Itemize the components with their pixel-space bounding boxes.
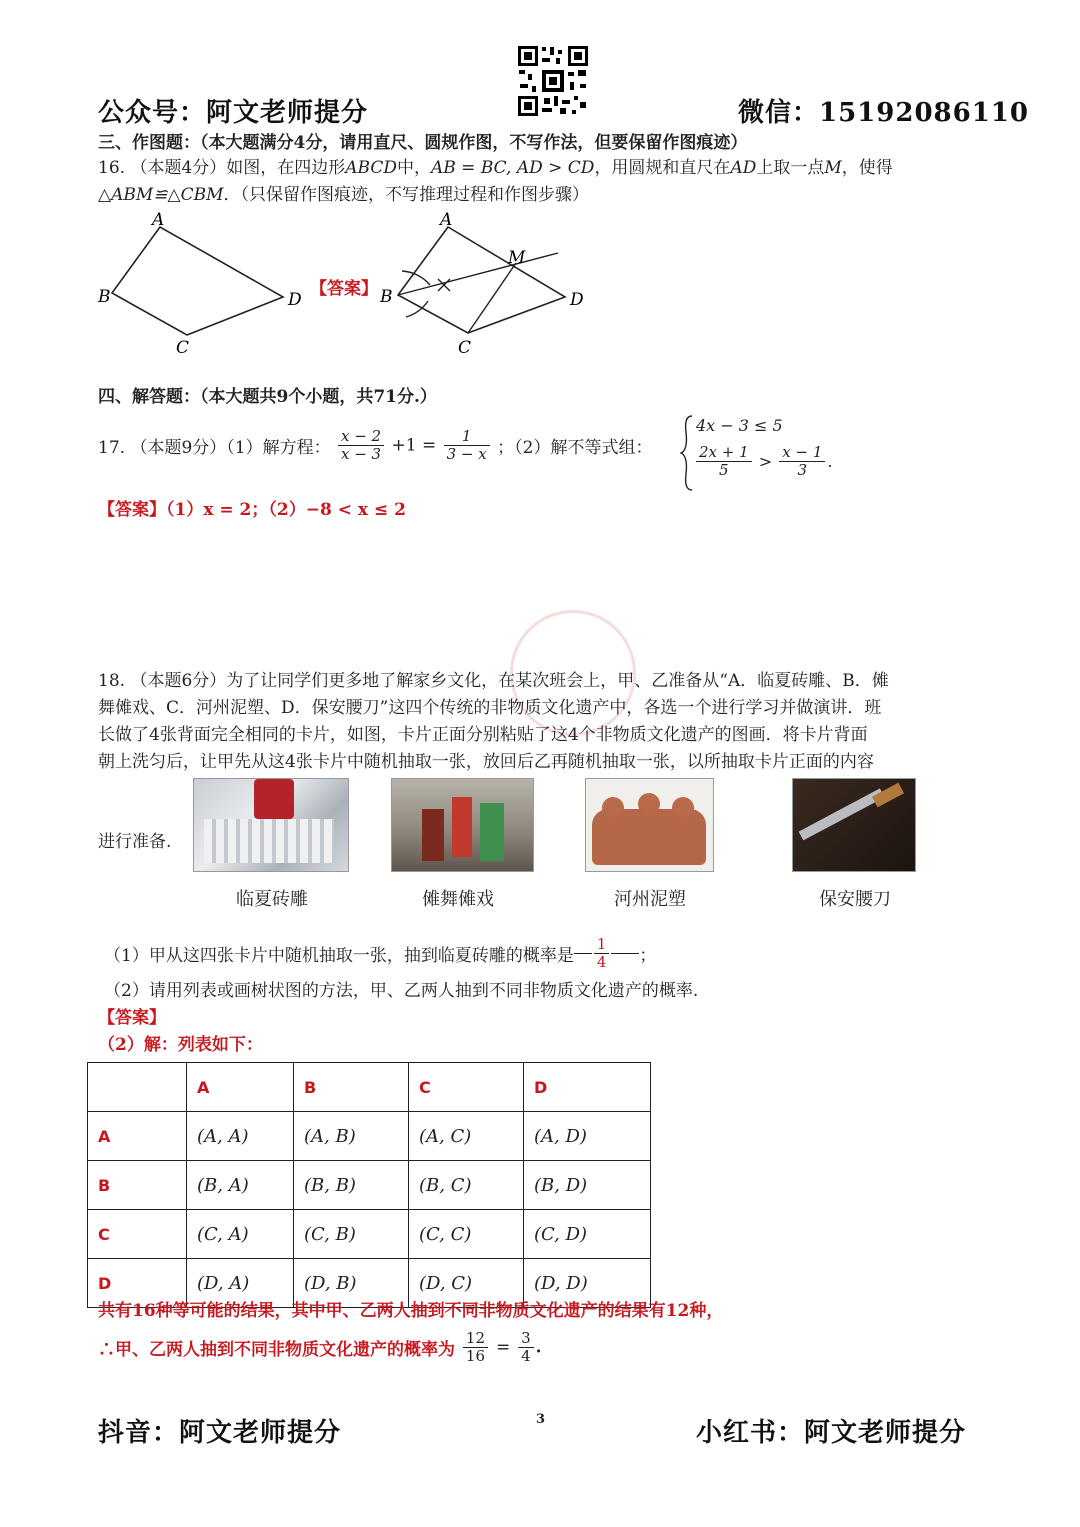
q18-result2: ∴甲、乙两人抽到不同非物质文化遗产的概率为 $\frac{12}{16}$ = $\frac{3}{4}$ . <box>98 1329 542 1365</box>
q18-line2: 舞傩戏、C．河州泥塑、D．保安腰刀”这四个传统的非物质文化遗产中，各选一个进行学习并做演讲．班 <box>98 698 882 718</box>
q18-line5: 进行准备. <box>98 832 172 852</box>
q18-line3: 长做了4张背面完全相同的卡片，如图，卡片正面分别粘贴了这4个非物质文化遗产的图画．将卡片背面 <box>98 725 868 745</box>
table-cell: (B, A) <box>187 1161 294 1210</box>
q18-sub2: （2）请用列表或画树状图的方法，甲、乙两人抽到不同非物质文化遗产的概率. <box>104 981 699 1001</box>
table-cell: (B, D) <box>524 1161 651 1210</box>
table-cell: (D, B) <box>294 1259 409 1308</box>
table-cell: (A, B) <box>294 1112 409 1161</box>
header-left: 公众号：阿文老师提分 <box>98 98 369 128</box>
table-row <box>88 1210 651 1259</box>
table-row <box>88 1161 651 1210</box>
q16-answer-figure <box>370 205 600 360</box>
table-row-header: D <box>88 1259 187 1308</box>
q18-result1: 共有16种等可能的结果，其中甲、乙两人抽到不同非物质文化遗产的结果有12种， <box>98 1301 724 1321</box>
section3-title: 三、作图题：（本大题满分4分，请用直尺、圆规作图，不写作法，但要保留作图痕迹） <box>98 133 748 153</box>
q16-answer-tag: 【答案】 <box>310 279 378 299</box>
table-cell: (D, C) <box>409 1259 524 1308</box>
q18-line4: 朝上洗匀后，让甲先从这4张卡片中随机抽取一张，放回后乙再随机抽取一张，以所抽取卡片正面的内容 <box>98 752 874 772</box>
svg-text:C: C <box>458 338 472 358</box>
q16-line2: △ABM≌△CBM．（只保留作图痕迹，不写推理过程和作图步骤） <box>98 185 589 205</box>
table-header-c: C <box>409 1063 524 1112</box>
table-row-header: C <box>88 1210 187 1259</box>
table-header-a: A <box>187 1063 294 1112</box>
card-image-bonan-knife <box>792 778 916 872</box>
outcome-table <box>87 1062 651 1308</box>
q17-answer: 【答案】（1）x = 2；（2）−8 < x ≤ 2 <box>98 500 406 520</box>
q16-line1: 16. （本题4分）如图，在四边形ABCD中，AB = BC, AD > CD，用圆规和直尺在AD上取一点M，使得 <box>98 158 893 178</box>
table-header-b: B <box>294 1063 409 1112</box>
footer-right: 小红书：阿文老师提分 <box>696 1418 967 1448</box>
table-cell: (B, C) <box>409 1161 524 1210</box>
table-row <box>88 1063 651 1112</box>
table-cell: (B, B) <box>294 1161 409 1210</box>
footer-left: 抖音：阿文老师提分 <box>98 1418 342 1448</box>
card-label-d: 保安腰刀 <box>819 889 891 910</box>
q18-answer-tag: 【答案】 <box>98 1008 166 1028</box>
table-cell: (D, A) <box>187 1259 294 1308</box>
card-image-nuo-opera <box>391 778 534 872</box>
qr-code-icon[interactable] <box>516 44 590 118</box>
card-label-c: 河州泥塑 <box>614 889 686 910</box>
table-header-d: D <box>524 1063 651 1112</box>
page-number: 3 <box>536 1412 546 1427</box>
q17-line: 17. （本题9分）（1）解方程： $\frac{x - 2}{x - 3}$ +1 = $\frac{1}{3 - x}$ ；（2）解不等式组： <box>98 427 653 463</box>
svg-text:B: B <box>380 287 393 307</box>
fig-label-c: C <box>176 338 190 358</box>
table-cell: (C, B) <box>294 1210 409 1259</box>
card-image-clay-sculpture <box>585 778 714 872</box>
svg-text:M: M <box>508 248 526 268</box>
table-row-header: A <box>88 1112 187 1161</box>
card-label-b: 傩舞傩戏 <box>422 889 494 910</box>
table-cell: (A, C) <box>409 1112 524 1161</box>
svg-text:A: A <box>440 210 453 230</box>
table-cell <box>88 1063 187 1112</box>
table-row-header: B <box>88 1161 187 1210</box>
card-label-a: 临夏砖雕 <box>236 889 308 910</box>
q18-sub1: （1）甲从这四张卡片中随机抽取一张，抽到临夏砖雕的概率是 $\frac{1}{4}$ ； <box>104 935 657 971</box>
q18-solve-intro: （2）解：列表如下： <box>98 1035 263 1055</box>
table-cell: (A, D) <box>524 1112 651 1161</box>
svg-text:D: D <box>570 290 584 310</box>
section4-title: 四、解答题：（本大题共9个小题，共71分.） <box>98 387 437 407</box>
table-cell: (C, A) <box>187 1210 294 1259</box>
fig-label-b: B <box>98 287 111 307</box>
table-cell: (A, A) <box>187 1112 294 1161</box>
q18-line1: 18. （本题6分）为了让同学们更多地了解家乡文化，在某次班会上，甲、乙准备从“A．临夏砖雕、B．傩 <box>98 671 889 691</box>
table-row <box>88 1112 651 1161</box>
table-cell: (C, C) <box>409 1210 524 1259</box>
table-cell: (C, D) <box>524 1210 651 1259</box>
fig-label-a: A <box>152 210 165 230</box>
q16-figure <box>90 205 320 360</box>
card-image-brick-carving <box>193 778 349 872</box>
table-cell: (D, D) <box>524 1259 651 1308</box>
header-right: 微信：15192086110 <box>738 98 1029 128</box>
fig-label-d: D <box>288 290 302 310</box>
